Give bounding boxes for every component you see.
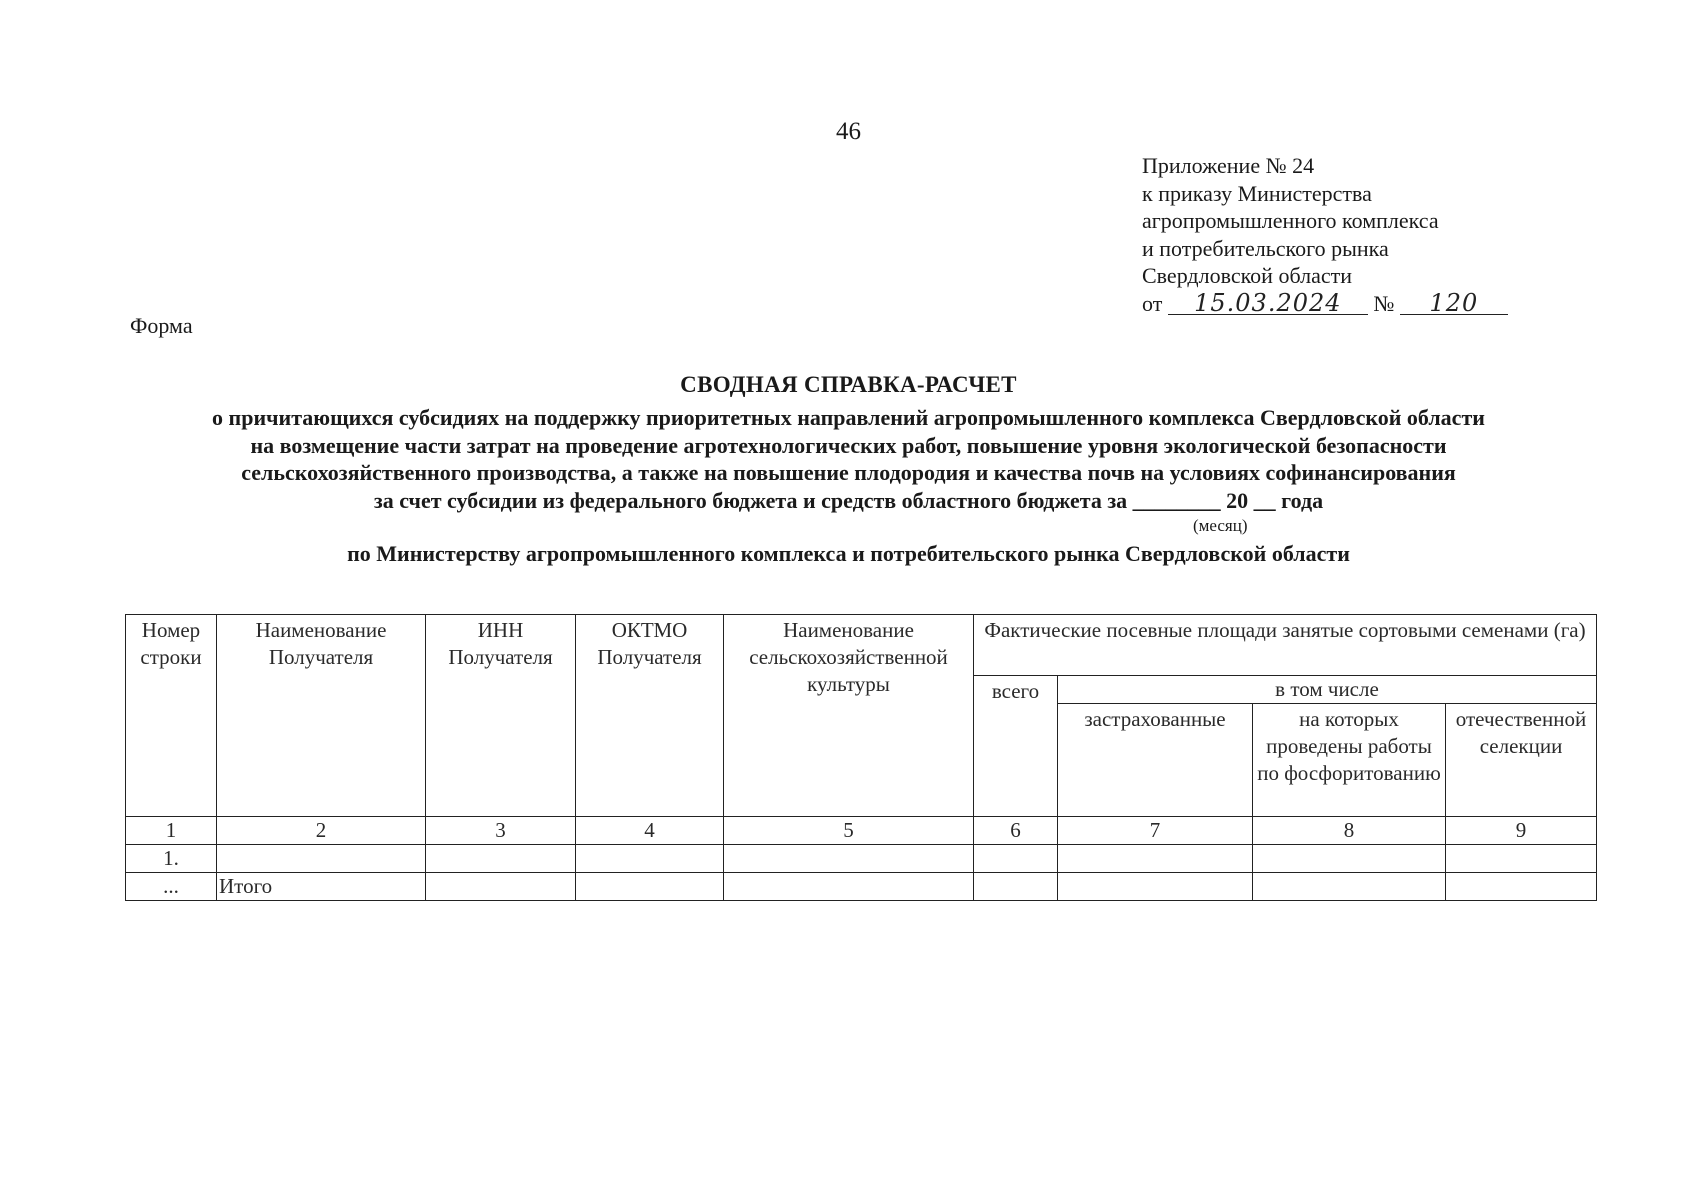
date-prefix: от bbox=[1142, 290, 1163, 316]
appendix-line: и потребительского рынка bbox=[1142, 235, 1389, 261]
column-number: 7 bbox=[1058, 817, 1253, 845]
header-phosphorite: на которых проведены работы по фосфоритованию bbox=[1253, 704, 1446, 817]
header-recipient-name: Наименование Получателя bbox=[217, 615, 426, 817]
header-crop: Наименование сельскохозяйственной культуры bbox=[724, 615, 974, 817]
subtitle-line: о причитающихся субсидиях на поддержку приоритетных направлений агропромышленного комплекса Свердловской области bbox=[212, 405, 1485, 430]
recipient-name-cell: Итого bbox=[217, 873, 426, 901]
phosphorite-cell bbox=[1253, 845, 1446, 873]
appendix-line: к приказу Министерства bbox=[1142, 180, 1372, 206]
ministry-line: по Министерству агропромышленного комплекса и потребительского рынка Свердловской области bbox=[347, 541, 1350, 566]
table-row-total bbox=[126, 873, 1597, 901]
appendix-line: Приложение № 24 bbox=[1142, 153, 1315, 178]
column-number: 5 bbox=[724, 817, 974, 845]
header-domestic: отечественной селекции bbox=[1446, 704, 1597, 817]
domestic-cell bbox=[1446, 845, 1597, 873]
document-title: СВОДНАЯ СПРАВКА-РАСЧЕТ bbox=[680, 372, 1017, 397]
header-insured: застрахованные bbox=[1058, 704, 1253, 817]
appendix-line: агропромышленного комплекса bbox=[1142, 208, 1439, 233]
header-inn: ИНН Получателя bbox=[426, 615, 576, 817]
month-hint: (месяц) bbox=[1193, 516, 1248, 535]
appendix-block bbox=[1142, 152, 1508, 317]
insured-cell bbox=[1058, 845, 1253, 873]
table-row bbox=[126, 845, 1597, 873]
subtitle-line: за счет субсидии из федерального бюджета и средств областного бюджета за ________ 20 __ года bbox=[373, 487, 1324, 513]
domestic-cell bbox=[1446, 873, 1597, 901]
total-cell bbox=[974, 845, 1058, 873]
header-areas-group: Фактические посевные площади занятые сортовыми семенами (га) bbox=[974, 615, 1597, 676]
column-number: 6 bbox=[974, 817, 1058, 845]
subtitle-line: сельскохозяйственного производства, а также на повышение плодородия и качества почв на условиях софинансирования bbox=[241, 460, 1456, 485]
order-number: 120 bbox=[1400, 292, 1508, 315]
phosphorite-cell bbox=[1253, 873, 1446, 901]
header-row bbox=[126, 615, 1597, 676]
document-subtitle bbox=[0, 404, 1697, 514]
column-number: 1 bbox=[126, 817, 217, 845]
subtitle-line: на возмещение части затрат на проведение агротехнологических работ, повышение уровня экологической безопасности bbox=[250, 432, 1447, 458]
column-number: 8 bbox=[1253, 817, 1446, 845]
form-label: Форма bbox=[130, 313, 193, 338]
number-prefix: № bbox=[1373, 290, 1395, 316]
total-cell bbox=[974, 873, 1058, 901]
header-including: в том числе bbox=[1058, 676, 1597, 704]
column-number: 2 bbox=[217, 817, 426, 845]
inn-cell bbox=[426, 873, 576, 901]
page-number: 46 bbox=[836, 118, 861, 145]
oktmo-cell bbox=[576, 845, 724, 873]
header-oktmo: ОКТМО Получателя bbox=[576, 615, 724, 817]
oktmo-cell bbox=[576, 873, 724, 901]
column-number: 9 bbox=[1446, 817, 1597, 845]
row-number-cell: ... bbox=[126, 873, 217, 901]
report-table bbox=[125, 614, 1597, 901]
insured-cell bbox=[1058, 873, 1253, 901]
appendix-line: Свердловской области bbox=[1142, 263, 1352, 288]
column-number: 3 bbox=[426, 817, 576, 845]
order-date: 15.03.2024 bbox=[1168, 292, 1368, 315]
inn-cell bbox=[426, 845, 576, 873]
header-row-number: Номер строки bbox=[126, 615, 217, 817]
column-number-row bbox=[126, 817, 1597, 845]
column-number: 4 bbox=[576, 817, 724, 845]
order-reference bbox=[1142, 290, 1508, 318]
recipient-name-cell bbox=[217, 845, 426, 873]
crop-cell bbox=[724, 873, 974, 901]
row-number-cell: 1. bbox=[126, 845, 217, 873]
crop-cell bbox=[724, 845, 974, 873]
header-total: всего bbox=[974, 676, 1058, 817]
